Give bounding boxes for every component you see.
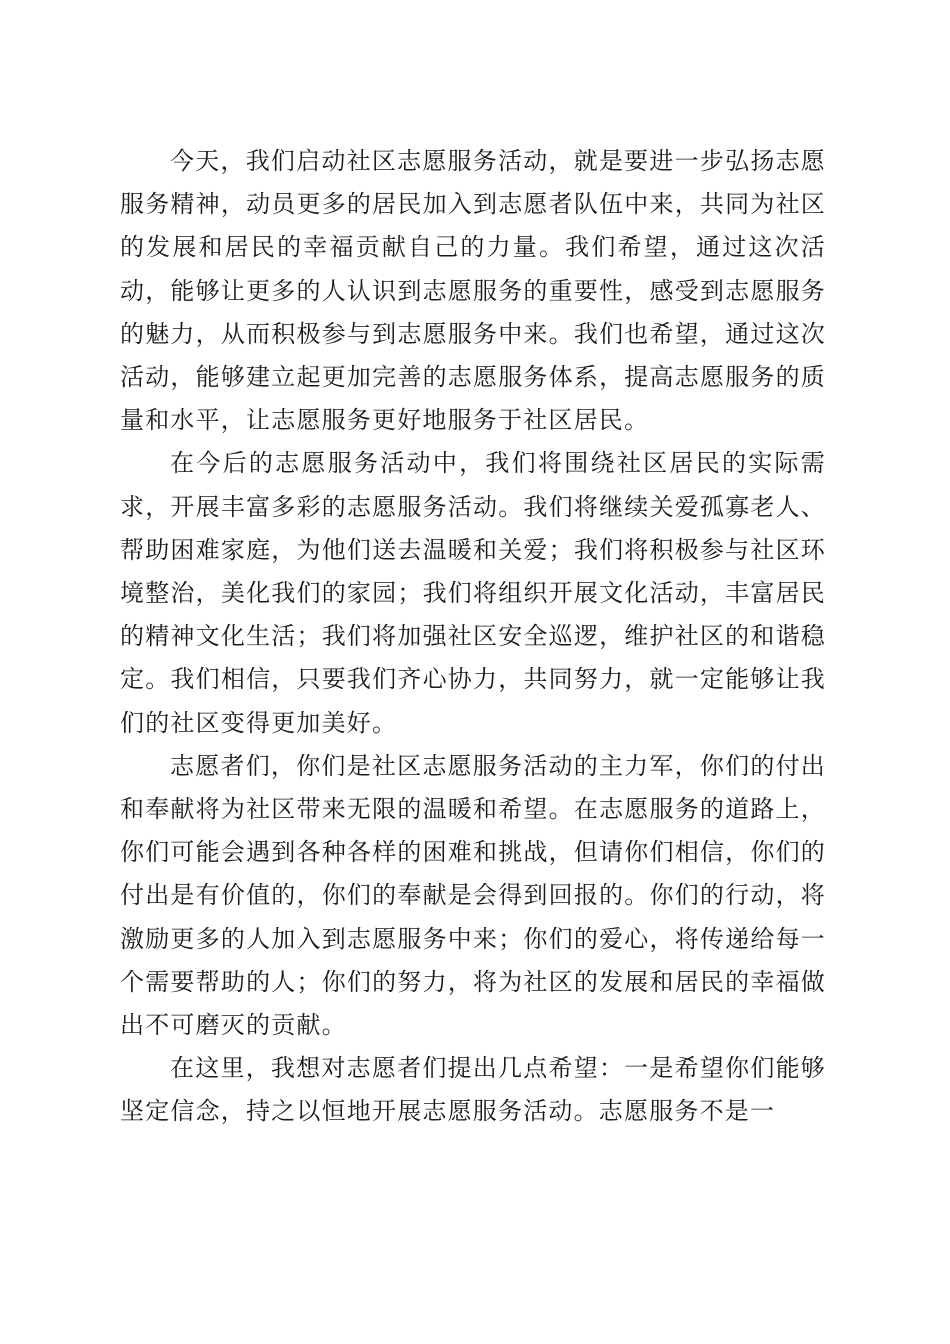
paragraph-2: 在今后的志愿服务活动中，我们将围绕社区居民的实际需求，开展丰富多彩的志愿服务活动。我们将继续关爱孤寡老人、帮助困难家庭，为他们送去温暖和关爱；我们将积极参与社区环境整治，美化我们的家园；我们将组织开展文化活动，丰富居民的精神文化生活；我们将加强社区安全巡逻，维护社区的和谐稳定。我们相信，只要我们齐心协力，共同努力，就一定能够让我们的社区变得更加美好。 <box>120 449 826 737</box>
paragraph-1: 今天，我们启动社区志愿服务活动，就是要进一步弘扬志愿服务精神，动员更多的居民加入到志愿者队伍中来，共同为社区的发展和居民的幸福贡献自己的力量。我们希望，通过这次活动，能够让更多的人认识到志愿服务的重要性，感受到志愿服务的魅力，从而积极参与到志愿服务中来。我们也希望，通过这次活动，能够建立起更加完善的志愿服务体系，提高志愿服务的质量和水平，让志愿服务更好地服务于社区居民。 <box>120 147 826 435</box>
paragraph-4: 在这里，我想对志愿者们提出几点希望：一是希望你们能够坚定信念，持之以恒地开展志愿服务活动。志愿服务不是一 <box>120 1054 826 1126</box>
paragraph-3: 志愿者们，你们是社区志愿服务活动的主力军，你们的付出和奉献将为社区带来无限的温暖和希望。在志愿服务的道路上，你们可能会遇到各种各样的困难和挑战，但请你们相信，你们的付出是有价值的，你们的奉献是会得到回报的。你们的行动，将激励更多的人加入到志愿服务中来；你们的爱心，将传递给每一个需要帮助的人；你们的努力，将为社区的发展和居民的幸福做出不可磨灭的贡献。 <box>120 751 826 1040</box>
document-body <box>120 140 826 1134</box>
